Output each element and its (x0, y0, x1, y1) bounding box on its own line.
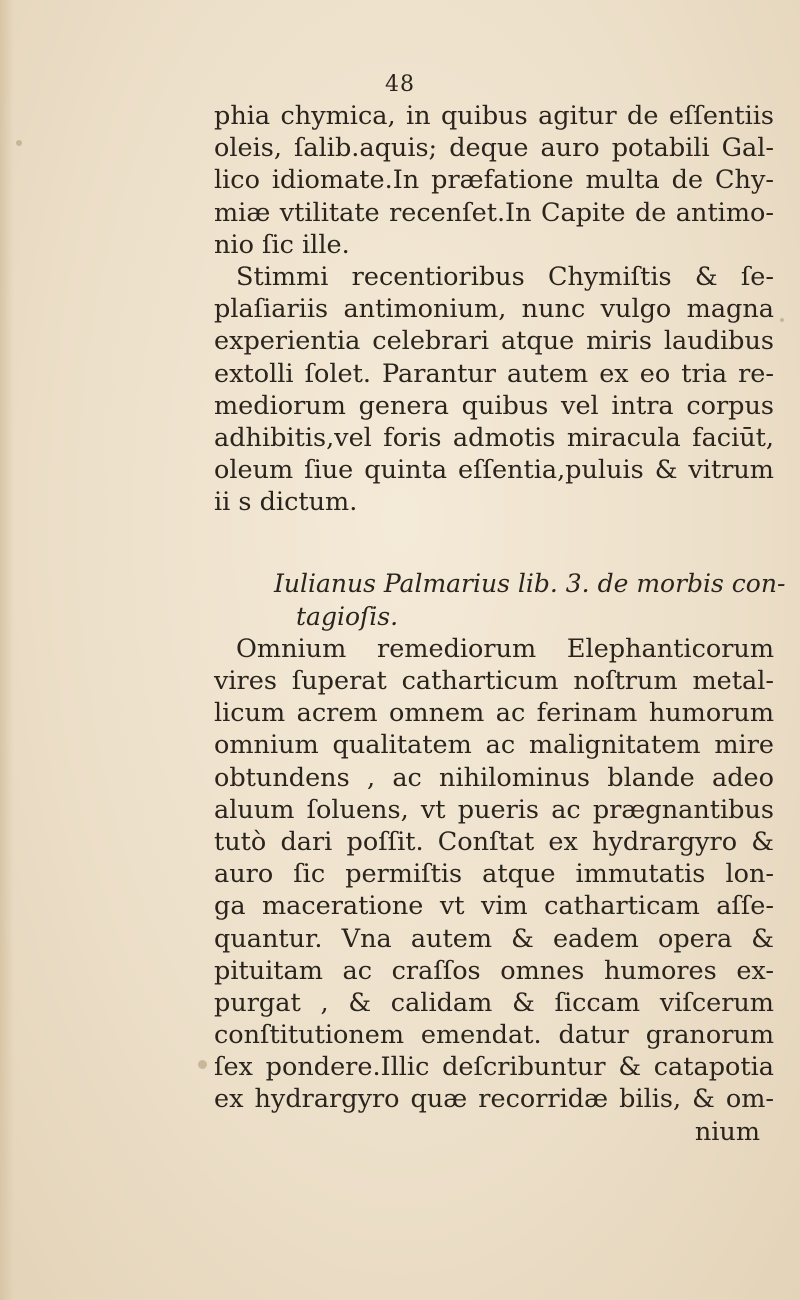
text-line: miæ vtilitate recenſet.In Capite de antimo- (214, 197, 774, 228)
text-block (214, 100, 786, 1148)
text-line: ii s dictum. (214, 487, 358, 518)
text-line: adhibitis,vel foris admotis miracula faciūt, (214, 422, 774, 453)
text-line: mediorum genera quibus vel intra corpus (214, 390, 774, 421)
text-line: plaſiariis antimonium, nunc vulgo magna (214, 294, 774, 325)
citation-heading: Iulianus Palmarius lib. 3. de morbis con- (274, 569, 786, 599)
text-line: purgat , & calidam & ſiccam viſcerum (214, 987, 774, 1018)
text-line: vires ſuperat catharticum noſtrum metal- (214, 666, 774, 696)
text-line: pituitam ac craſſos omnes humores ex- (214, 955, 774, 986)
text-line: extolli ſolet. Parantur autem ex eo tria re- (214, 358, 774, 389)
text-line: nio ſic ille. (214, 229, 350, 260)
text-line: tutò dari poſſit. Conſtat ex hydrargyro & (214, 826, 774, 857)
text-line: Stimmi recentioribus Chymiſtis & ſe- (236, 261, 774, 292)
paper-spot (198, 1060, 207, 1069)
text-line: auro ſic permiſtis atque immutatis lon- (214, 859, 774, 890)
text-line: conſtitutionem emendat. datur granorum (214, 1020, 774, 1051)
page-edge-shadow (0, 0, 14, 1300)
section-gap (214, 518, 774, 568)
text-line: oleis, ſalib.aquis; deque auro potabili Gal- (214, 133, 774, 164)
page-number: 48 (385, 72, 415, 97)
paper-spot (780, 318, 784, 322)
text-line: experientia celebrari atque miris laudibus (214, 326, 774, 357)
text-line: omnium qualitatem ac malignitatem mire (214, 730, 774, 761)
text-line: quantur. Vna autem & eadem opera & (214, 923, 774, 954)
text-line: lico idiomate.In præfatione multa de Chy- (214, 165, 774, 196)
text-line: ex hydrargyro quæ recorridæ bilis, & om- (214, 1084, 774, 1115)
catchword: nium (694, 1116, 760, 1147)
text-line: phia chymica, in quibus agitur de eſſentiis (214, 101, 774, 131)
paper-spot (16, 140, 22, 146)
text-line: ga maceratione vt vim catharticam aſſe- (214, 891, 774, 922)
text-line: licum acrem omnem ac ferinam humorum (214, 698, 774, 729)
text-line: oleum ſiue quinta eſſentia,puluis & vitrum (214, 455, 774, 486)
citation-heading: tagioſis. (296, 601, 399, 631)
text-line: Omnium remediorum Elephanticorum (236, 633, 774, 664)
text-line: ſex pondere.Illic deſcribuntur & catapotia (214, 1052, 774, 1083)
text-line: obtundens , ac nihilominus blande adeo (214, 762, 774, 793)
text-line: aluum ſoluens, vt pueris ac prægnantibus (214, 794, 774, 825)
